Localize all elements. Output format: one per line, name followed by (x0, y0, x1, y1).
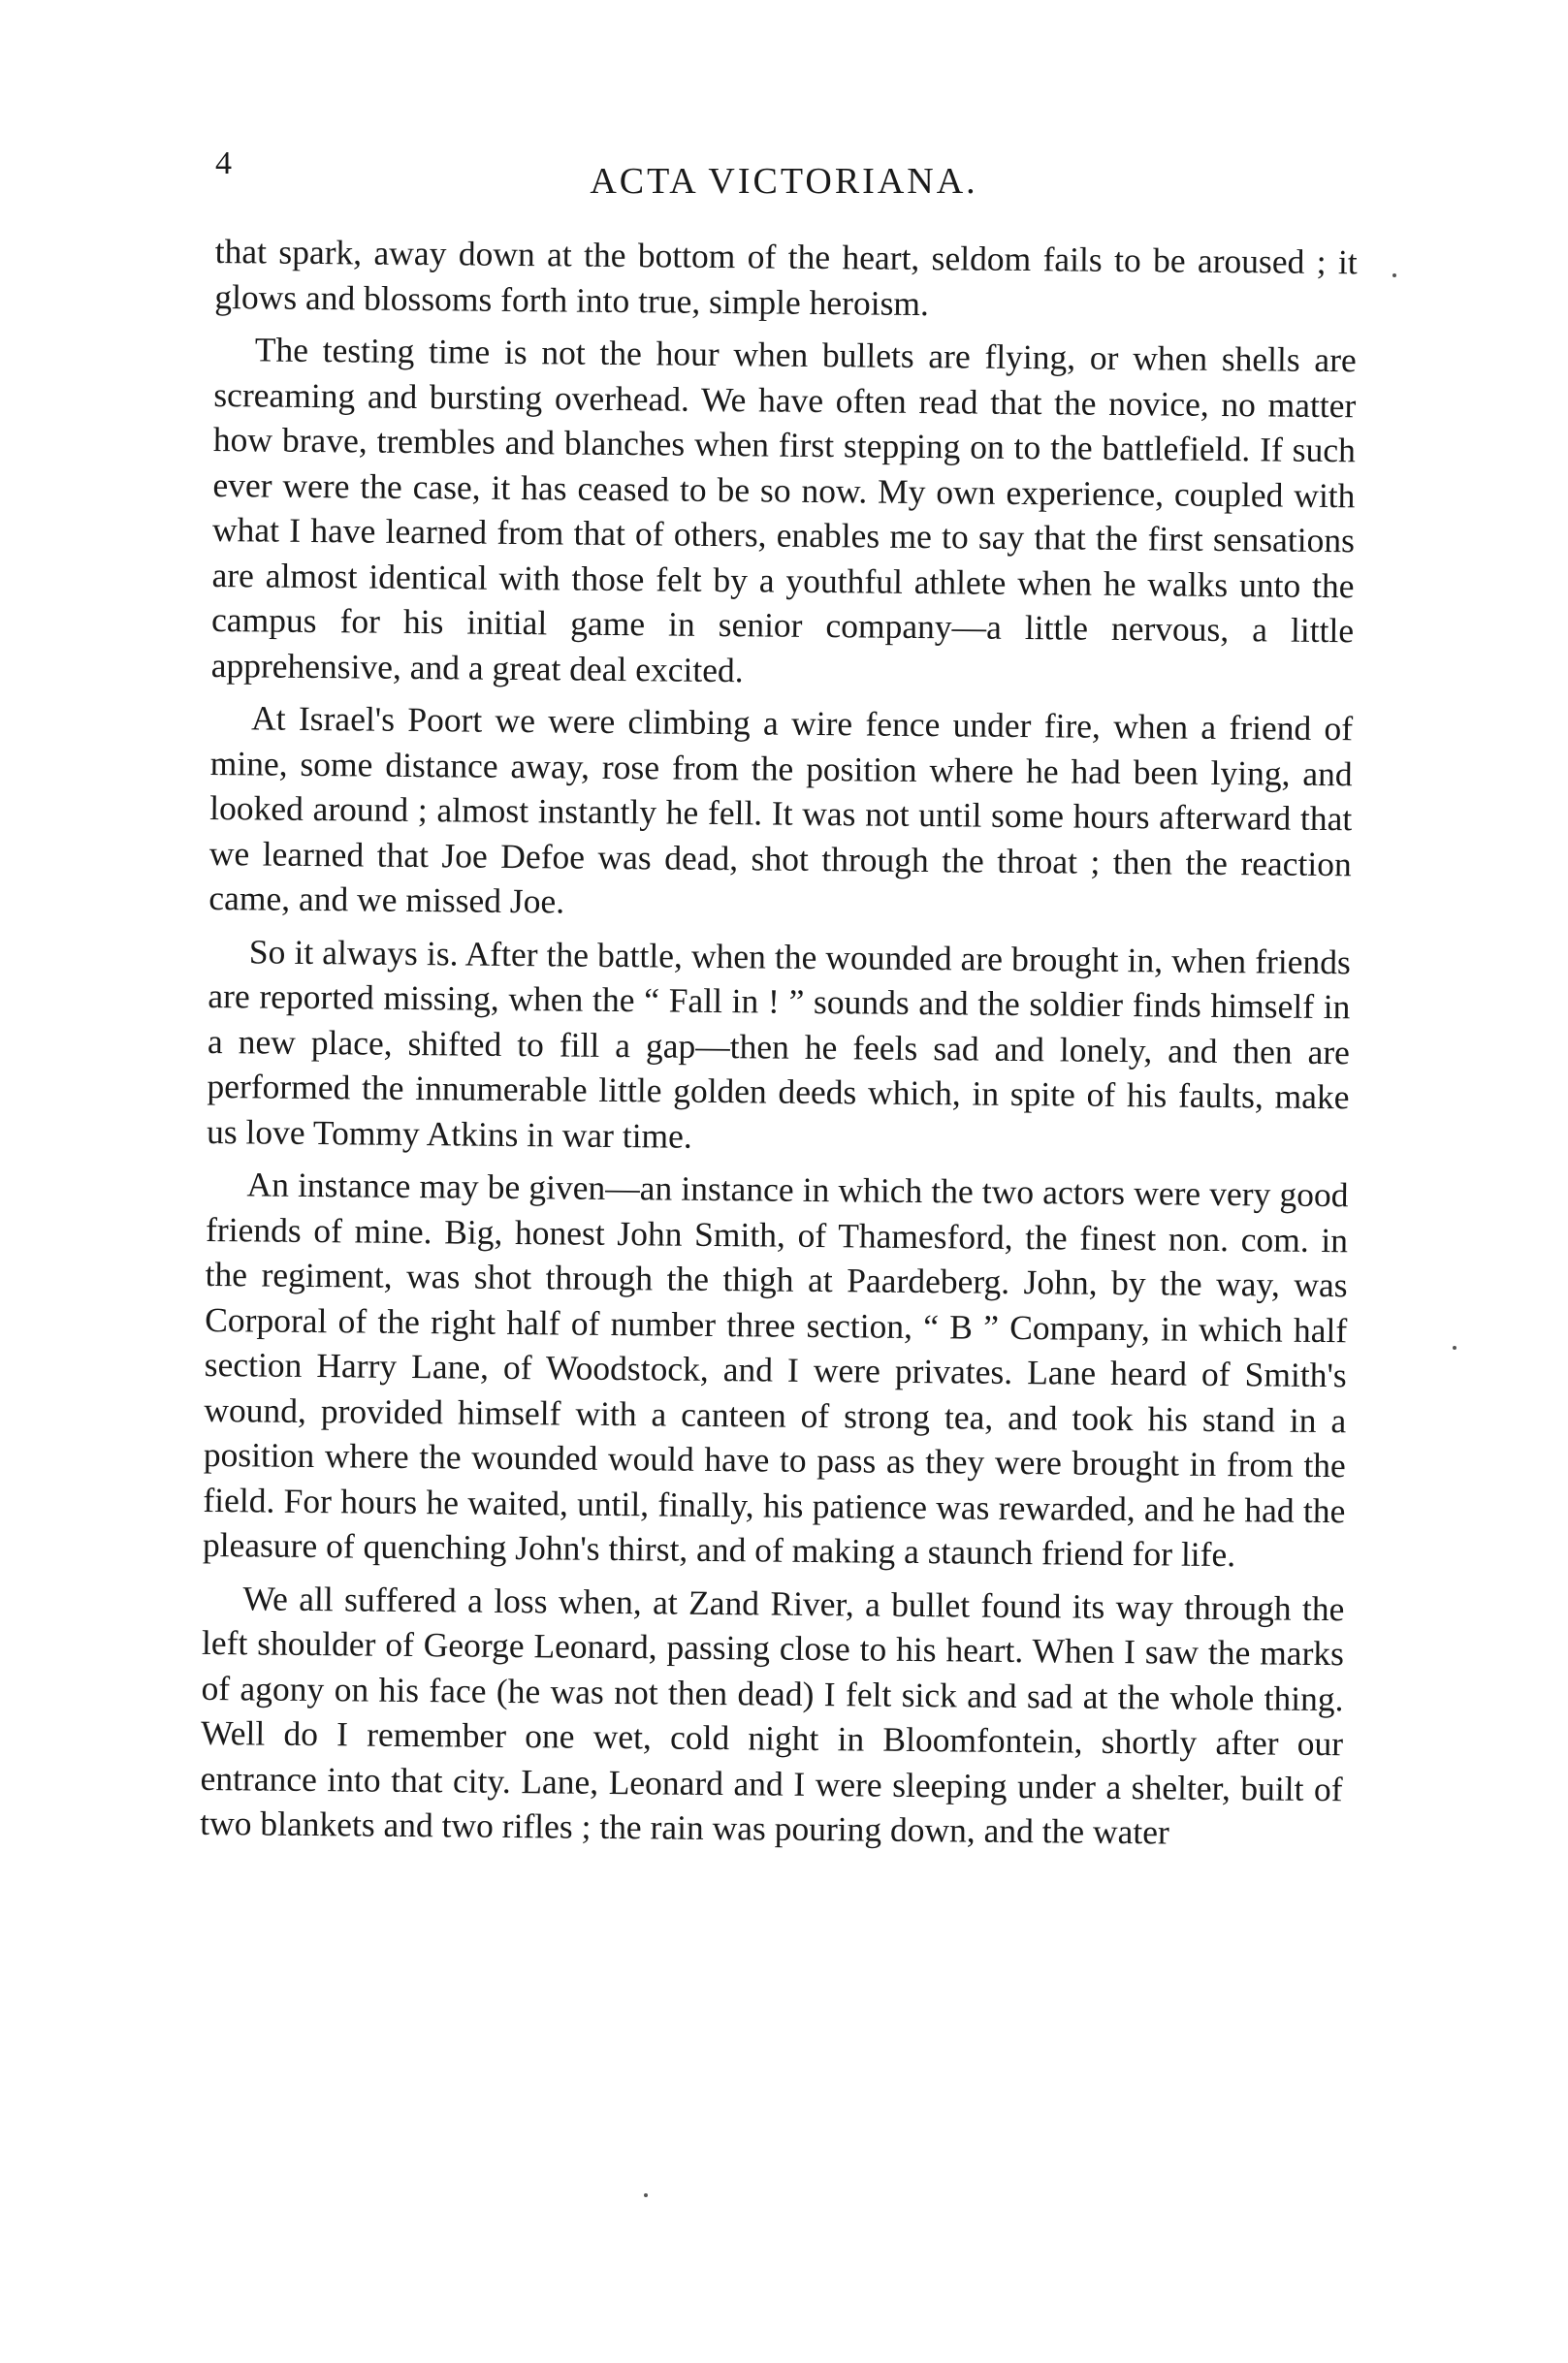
scan-speck (1453, 1346, 1456, 1350)
paragraph: An instance may be given—an instance in which the two actors were very good friends of mine. Big, honest John Smith, of Thamesford, the finest non. com. in the regiment, was shot through the thigh at Paardeberg. John, by the way, was Corporal of the right half of number three section, “ B ” Company, in which half section Harry Lane, of Woodstock, and I were privates. Lane heard of Smith's wound, provided himself with a canteen of strong tea, and took his stand in a position where the wounded would have to pass as they were brought in from the field. For hours he waited, until, finally, his patience was rewarded, and he had the pleasure of quenching John's thirst, and of making a staunch friend for life. (202, 1165, 1349, 1575)
paragraph: We all suffered a loss when, at Zand River, a bullet found its way through the left shoulder of George Leonard, passing close to his heart. When I saw the marks of agony on his face (he was not then dead) I felt sick and sad at the whole thing. Well do I remember one wet, cold night in Bloomfontein, shortly after our entrance into that city. Lane, Leonard and I were sleeping under a shelter, built of two blankets and two rifles ; the rain was pouring down, and the water (200, 1578, 1345, 1852)
scan-speck (1392, 273, 1396, 277)
paragraph: At Israel's Poort we were climbing a wire fence under fire, when a friend of mine, some distance away, rose from the position where he had been lying, and looked around ; almost instantly he fell. It was not until some hours afterward that we learned that Joe Defoe was dead, shot through the throat ; then the reaction came, and we missed Joe. (208, 698, 1354, 921)
scan-speck (644, 2193, 648, 2197)
paragraph: that spark, away down at the bottom of the heart, seldom fails to be aroused ; it glows and blossoms forth into true, simple heroism. (214, 231, 1358, 323)
paragraph: The testing time is not the hour when bullets are flying, or when shells are screaming and bursting overhead. We have often read that the novice, no matter how brave, trembles and blanches when first stepping on to the battlefield. If such ever were the case, it has ceased to be so now. My own experience, coupled with what I have learned from that of others, enables me to say that the first sensations are almost identical with those felt by a youthful athlete when he walks unto the campus for his initial game in senior company—a little nervous, a little apprehensive, and a great deal excited. (210, 330, 1357, 689)
paragraph: So it always is. After the battle, when the wounded are brought in, when friends are reported missing, when the “ Fall in ! ” sounds and the soldier finds himself in a new place, shifted to fill a gap—then he feels sad and lonely, and then are performed the innumerable little golden deeds which, in spite of his faults, make us love Tommy Atkins in war time. (206, 931, 1351, 1156)
page-number: 4 (215, 145, 232, 181)
body-text (200, 229, 1358, 1865)
running-title: ACTA VICTORIANA. (590, 161, 978, 202)
